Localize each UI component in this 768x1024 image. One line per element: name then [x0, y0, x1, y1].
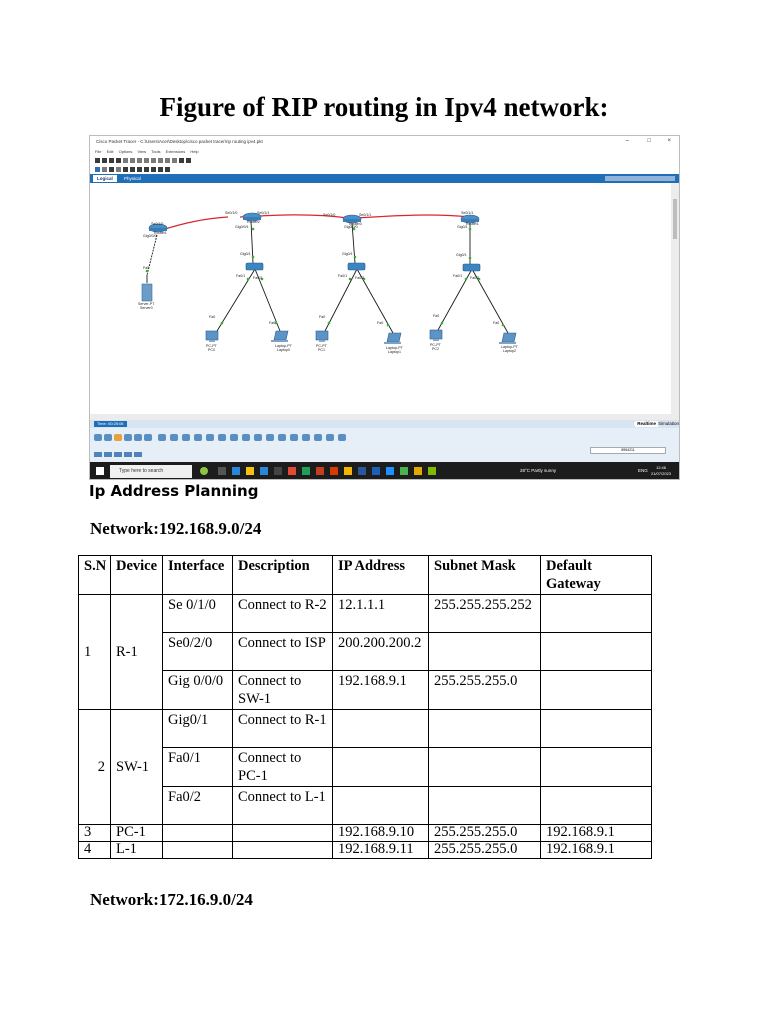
cell-interface: Se0/2/0: [163, 633, 233, 671]
zoom-in-icon[interactable]: [158, 158, 163, 163]
table-header-row: [79, 556, 652, 595]
inspect-icon[interactable]: [102, 167, 107, 172]
device-end-icon[interactable]: [124, 434, 132, 441]
cell-gateway: [541, 633, 652, 671]
cell-mask: [429, 633, 541, 671]
taskbar-search[interactable]: Type here to search: [110, 465, 192, 478]
logical-workspace[interactable]: [90, 183, 673, 414]
edit-toolbar: [90, 165, 679, 174]
print-icon[interactable]: [116, 158, 121, 163]
header-device: Device: [111, 556, 163, 595]
laptop-1: [384, 333, 401, 344]
cell-interface: Gig0/1: [163, 710, 233, 748]
label-sw2-fa2: Fa0/2: [470, 276, 480, 280]
cell-gateway: [541, 671, 652, 710]
cell-device: R-1: [111, 595, 163, 710]
app-icon[interactable]: [288, 467, 296, 475]
label-server-name: Server0: [140, 306, 153, 310]
packet-tracer-icon[interactable]: [386, 467, 394, 475]
weather-widget[interactable]: 28°C Partly sunny: [520, 468, 557, 473]
cell-ip: 192.168.9.10: [333, 825, 429, 842]
logical-tab[interactable]: Logical: [93, 175, 117, 182]
cell-mask: 255.255.255.0: [429, 671, 541, 710]
device-switches-icon[interactable]: [104, 434, 112, 441]
save-icon[interactable]: [109, 158, 114, 163]
device-palette: [90, 428, 679, 462]
cell-interface: Fa0/1: [163, 748, 233, 787]
windows-start-icon[interactable]: [96, 467, 104, 475]
cell-sn: 2: [79, 710, 111, 825]
device-misc-icon[interactable]: [144, 434, 152, 441]
pdu-complex-icon[interactable]: [165, 167, 170, 172]
window-title: Cisco Packet Tracer - C:\Users\Acer\Desktop\cisco packet tracer\rip routing ipv4.pkt: [90, 136, 679, 148]
header-default-gateway: Default Gateway: [541, 556, 652, 595]
cell-description: Connect to R-2: [233, 595, 333, 633]
label-server-fa: Fa0: [143, 266, 150, 270]
undo-icon[interactable]: [144, 158, 149, 163]
label-sw2-fa1: Fa0/1: [453, 274, 463, 278]
table-row: [79, 787, 652, 825]
header-ip-address: IP Address: [333, 556, 429, 595]
label-sw2-gig: Gig0/1: [456, 253, 467, 257]
label-sw1-fa1: Fa0/1: [338, 274, 348, 278]
cell-gateway: [541, 595, 652, 633]
table-row: [79, 671, 652, 710]
cell-gateway: 192.168.9.1: [541, 842, 652, 859]
router-model-icon[interactable]: [338, 434, 346, 441]
main-toolbar: [90, 155, 679, 165]
router-model-icon[interactable]: [242, 434, 250, 441]
app-icon[interactable]: [414, 467, 422, 475]
label-lap2-fa: Fa0: [493, 321, 500, 325]
app-icon[interactable]: [274, 467, 282, 475]
physical-tab[interactable]: Physical: [124, 176, 141, 181]
router-model-icon[interactable]: [266, 434, 274, 441]
label-r2-gig: Gig0/0/0: [344, 225, 358, 229]
label-r1-se-left: Se0/1/0: [225, 211, 238, 215]
cell-interface: Se 0/1/0: [163, 595, 233, 633]
table-row: [79, 710, 652, 748]
heading-network-1: Network:192.168.9.0/24: [90, 519, 262, 538]
label-r2-name: Router3: [349, 222, 362, 226]
category-icon[interactable]: [124, 452, 132, 457]
ip-address-table: [78, 555, 652, 859]
network-topology: [90, 183, 673, 414]
label-sw0-fa2: Fa0/2: [253, 276, 263, 280]
switch-2: [463, 264, 480, 271]
label-lap1-type: Laptop-PT: [386, 346, 403, 350]
taskbar-clock[interactable]: [651, 465, 671, 477]
laptop-2: [499, 333, 516, 344]
edge-icon[interactable]: [232, 467, 240, 475]
device-wireless-icon[interactable]: [134, 434, 142, 441]
label-r3-name: Router1: [466, 222, 479, 226]
cell-ip: 192.168.9.1: [333, 671, 429, 710]
menu-view[interactable]: View: [137, 149, 147, 154]
copy-icon[interactable]: [130, 158, 135, 163]
label-pc2-fa: Fa0: [433, 314, 440, 318]
zoom-reset-icon[interactable]: [165, 158, 170, 163]
router-model-icon[interactable]: [326, 434, 334, 441]
draw-line-icon[interactable]: [130, 167, 135, 172]
router-model-icon[interactable]: [182, 434, 190, 441]
minimize-icon[interactable]: –: [625, 138, 629, 144]
menu-file[interactable]: File: [95, 149, 102, 154]
router-model-icon[interactable]: [206, 434, 214, 441]
link-sw-pc1: [325, 269, 357, 331]
heading-ip-address-planning: Ip Address Planning: [89, 482, 259, 500]
header-subnet-mask: Subnet Mask: [429, 556, 541, 595]
cell-description: Connect to SW-1: [233, 671, 333, 710]
label-pc2-name: PC2: [432, 347, 439, 351]
table-row: [79, 633, 652, 671]
label-lap0-name: Laptop0: [277, 348, 290, 352]
task-view-icon[interactable]: [218, 467, 226, 475]
app-icon[interactable]: [400, 467, 408, 475]
label-lap0-type: Laptop-PT: [275, 344, 292, 348]
cell-interface: Gig 0/0/0: [163, 671, 233, 710]
label-r3-se: Se0/1/1: [461, 211, 474, 215]
cell-ip: 12.1.1.1: [333, 595, 429, 633]
router-model-icon[interactable]: [278, 434, 286, 441]
table-row: [79, 842, 652, 859]
zoom-out-icon[interactable]: [172, 158, 177, 163]
wizard-icon[interactable]: [123, 158, 128, 163]
menu-bar: [90, 148, 679, 155]
serial-link-r2-r3: [356, 215, 470, 218]
powerpoint-icon[interactable]: [316, 467, 324, 475]
note-icon[interactable]: [123, 167, 128, 172]
rectangle-icon[interactable]: [137, 167, 142, 172]
router-model-icon[interactable]: [170, 434, 178, 441]
excel-icon[interactable]: [302, 467, 310, 475]
switch-1: [348, 263, 365, 270]
language-indicator[interactable]: ENG: [638, 468, 648, 473]
cell-mask: 255.255.255.0: [429, 825, 541, 842]
label-r1-se-right: Se0/1/1: [257, 211, 270, 215]
label-sw1-fa2: Fa0/2: [355, 276, 365, 280]
table-row: [79, 825, 652, 842]
cell-mask: [429, 710, 541, 748]
cell-sn: 1: [79, 595, 111, 710]
router-model-icon[interactable]: [254, 434, 262, 441]
store-icon[interactable]: [260, 467, 268, 475]
clock-time: 12:46: [655, 465, 666, 470]
label-lap0-fa: Fa0: [269, 321, 276, 325]
maximize-icon[interactable]: □: [647, 138, 651, 144]
palette-icon[interactable]: [179, 158, 184, 163]
label-pc0-type: PC-PT: [206, 344, 217, 348]
category-icon[interactable]: [134, 452, 142, 457]
label-r0-se: Se0/1/0: [151, 222, 164, 226]
table-row: [79, 748, 652, 787]
label-r2-se-left: Se0/1/0: [323, 213, 336, 217]
label-r1-gig: Gig0/0/1: [235, 225, 249, 229]
label-sw0-gig: Gig0/1: [240, 252, 251, 256]
cell-gateway: [541, 787, 652, 825]
cell-ip: 192.168.9.11: [333, 842, 429, 859]
menu-options[interactable]: Options: [118, 149, 133, 154]
link-sw-pc0: [217, 269, 255, 331]
server-0: [142, 284, 152, 301]
chrome-icon[interactable]: [344, 467, 352, 475]
cell-interface: Fa0/2: [163, 787, 233, 825]
app-icon[interactable]: [330, 467, 338, 475]
windows-taskbar: [90, 462, 679, 480]
cell-interface: [163, 825, 233, 842]
pc-1: [316, 331, 328, 342]
vertical-scrollbar[interactable]: [671, 183, 679, 414]
cell-gateway: [541, 748, 652, 787]
device-connections-icon[interactable]: [114, 434, 122, 441]
menu-help[interactable]: Help: [190, 149, 199, 154]
ellipse-icon[interactable]: [144, 167, 149, 172]
realtime-button[interactable]: Realtime: [634, 421, 659, 427]
clock-date: 21/07/2023: [650, 471, 671, 476]
header-description: Description: [233, 556, 333, 595]
cell-mask: [429, 748, 541, 787]
custom-device-icon[interactable]: [186, 158, 191, 163]
cell-gateway: 192.168.9.1: [541, 825, 652, 842]
cell-device: L-1: [111, 842, 163, 859]
label-r2-se-right: Se0/1/1: [359, 213, 372, 217]
router-model-icon[interactable]: [290, 434, 298, 441]
widget-icon[interactable]: [200, 467, 208, 475]
simulation-button[interactable]: Simulation: [657, 421, 679, 426]
cell-mask: [429, 787, 541, 825]
router-model-icon[interactable]: [314, 434, 322, 441]
cell-device: SW-1: [111, 710, 163, 825]
category-icon[interactable]: [104, 452, 112, 457]
explorer-icon[interactable]: [246, 467, 254, 475]
selected-device-field: 8954211: [590, 447, 666, 454]
cell-description: Connect to L-1: [233, 787, 333, 825]
header-sn: S.N: [79, 556, 111, 595]
laptop-0: [271, 331, 288, 342]
cell-mask: 255.255.255.252: [429, 595, 541, 633]
label-lap2-type: Laptop-PT: [501, 345, 518, 349]
delete-icon[interactable]: [109, 167, 114, 172]
open-icon[interactable]: [102, 158, 107, 163]
app-icon[interactable]: [428, 467, 436, 475]
time-display: Time: 00:25:06: [94, 421, 127, 427]
label-r3-gig: Gig0/1: [457, 225, 468, 229]
cell-mask: 255.255.255.0: [429, 842, 541, 859]
header-interface: Interface: [163, 556, 233, 595]
router-model-icon[interactable]: [158, 434, 166, 441]
menu-tools[interactable]: Tools: [151, 149, 161, 154]
pc-2: [430, 330, 442, 341]
category-icon[interactable]: [114, 452, 122, 457]
router-model-icon[interactable]: [194, 434, 202, 441]
pc-0: [206, 331, 218, 342]
label-pc1-fa: Fa0: [319, 315, 326, 319]
workspace-mode-bar: [90, 174, 679, 183]
pdu-simple-icon[interactable]: [158, 167, 163, 172]
resize-icon[interactable]: [116, 167, 121, 172]
label-r0-gig: Gig0/0/0: [143, 234, 157, 238]
cell-description: Connect to PC-1: [233, 748, 333, 787]
cell-ip: 200.200.200.2: [333, 633, 429, 671]
label-r0-name: Router1: [154, 231, 167, 235]
cell-description: [233, 825, 333, 842]
cell-description: [233, 842, 333, 859]
label-pc1-type: PC-PT: [316, 344, 327, 348]
heading-network-2: Network:172.16.9.0/24: [90, 890, 253, 909]
cell-ip: [333, 710, 429, 748]
category-icon[interactable]: [94, 452, 102, 457]
freeform-icon[interactable]: [151, 167, 156, 172]
label-server-type: Server-PT: [138, 302, 155, 306]
cell-gateway: [541, 710, 652, 748]
menu-edit[interactable]: Edit: [106, 149, 114, 154]
label-pc0-name: PC0: [208, 348, 215, 352]
cell-interface: [163, 842, 233, 859]
switch-0: [246, 263, 263, 270]
label-sw0-fa1: Fa0/1: [236, 274, 246, 278]
redo-icon[interactable]: [151, 158, 156, 163]
router-model-icon[interactable]: [230, 434, 238, 441]
label-lap1-fa: Fa0: [377, 321, 384, 325]
label-lap1-name: Laptop1: [388, 350, 401, 354]
cell-ip: [333, 787, 429, 825]
page-title: Figure of RIP routing in Ipv4 network:: [159, 92, 609, 122]
label-pc2-type: PC-PT: [430, 343, 441, 347]
router-model-icon[interactable]: [218, 434, 226, 441]
label-pc1-name: PC1: [318, 348, 325, 352]
select-icon[interactable]: [95, 167, 100, 172]
cell-ip: [333, 748, 429, 787]
table-row: [79, 595, 652, 633]
label-sw1-gig: Gig0/1: [342, 252, 353, 256]
label-lap2-name: Laptop2: [503, 349, 516, 353]
word-icon[interactable]: [358, 467, 366, 475]
cell-description: Connect to ISP: [233, 633, 333, 671]
viewport-controls[interactable]: [605, 176, 675, 181]
scroll-thumb[interactable]: [673, 199, 677, 239]
serial-link-r0-r1: [162, 217, 228, 230]
cell-sn: 4: [79, 842, 111, 859]
new-icon[interactable]: [95, 158, 100, 163]
paste-icon[interactable]: [137, 158, 142, 163]
router-model-icon[interactable]: [302, 434, 310, 441]
app-icon[interactable]: [372, 467, 380, 475]
close-icon[interactable]: ×: [667, 138, 671, 144]
label-pc0-fa: Fa0: [209, 315, 216, 319]
cell-device: PC-1: [111, 825, 163, 842]
status-bar: [90, 420, 679, 428]
cell-description: Connect to R-1: [233, 710, 333, 748]
cell-sn: 3: [79, 825, 111, 842]
packet-tracer-screenshot: [89, 135, 680, 480]
device-routers-icon[interactable]: [94, 434, 102, 441]
menu-extensions[interactable]: Extensions: [165, 149, 186, 154]
label-r1-name: Router2: [247, 220, 260, 224]
